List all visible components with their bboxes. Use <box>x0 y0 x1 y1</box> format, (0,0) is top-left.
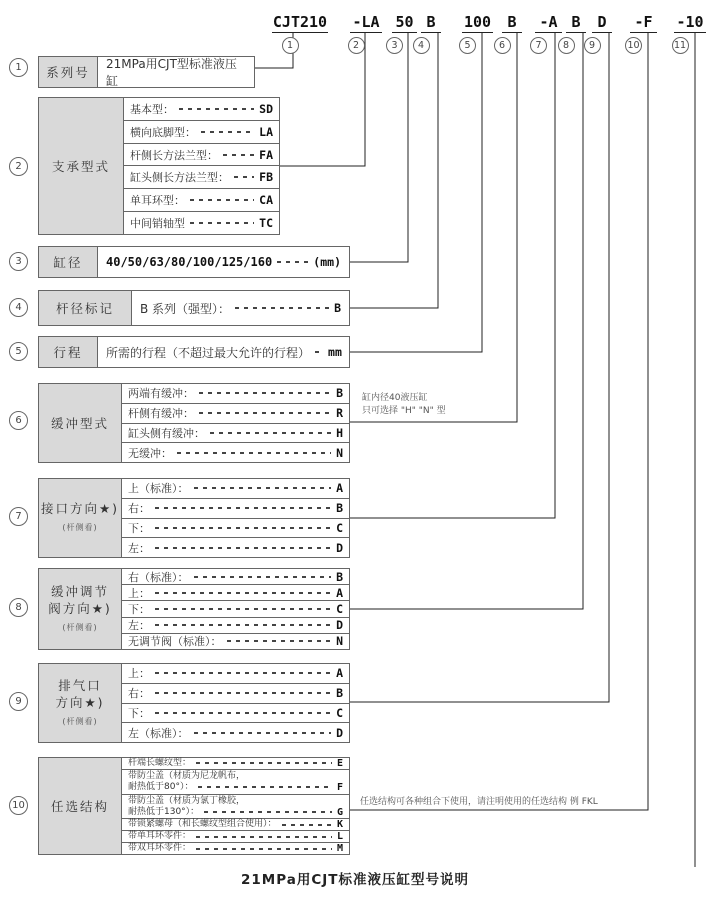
connector-line <box>350 32 408 262</box>
row-content <box>98 247 349 277</box>
model-segment <box>498 13 522 54</box>
option-item <box>124 188 279 211</box>
option-item <box>122 498 349 518</box>
row-number-badge: 2 <box>9 157 28 176</box>
model-segment <box>272 14 328 54</box>
option-item <box>122 617 349 633</box>
option-item <box>122 703 349 723</box>
dashed-leader <box>155 624 331 626</box>
item-text: 上： <box>128 586 150 600</box>
model-segment <box>462 14 493 54</box>
model-code: -A <box>535 14 562 33</box>
item-code: A <box>336 585 343 600</box>
dashed-leader <box>277 261 308 263</box>
option-item <box>122 423 349 443</box>
item-code: C <box>336 520 343 535</box>
cushion-note <box>362 392 446 418</box>
row-label: 缸径 <box>39 247 98 277</box>
item-text: 上（标准）： <box>128 482 189 496</box>
option-item <box>124 143 279 166</box>
row-series <box>38 56 255 88</box>
row-content: 21MPa用CJT型标准液压缸 <box>106 57 237 88</box>
option-item <box>124 98 279 120</box>
item-code: mm <box>328 345 342 359</box>
option-item <box>124 165 279 188</box>
option-item <box>122 518 349 538</box>
item-code: FB <box>259 170 273 185</box>
option-item <box>124 120 279 143</box>
dashed-leader <box>194 732 332 734</box>
item-text: 缸头侧长方法兰型： <box>130 171 229 185</box>
item-text: 杆侧长方法兰型： <box>130 148 218 162</box>
segment-number-badge: 3 <box>386 37 403 54</box>
row-number-badge: 8 <box>9 598 28 617</box>
item-text: 左： <box>128 541 150 555</box>
row-content <box>98 337 350 367</box>
item-text: 两端有缓冲： <box>128 387 194 401</box>
item-code: F <box>336 781 343 793</box>
option-item <box>122 818 349 830</box>
item-text: B 系列（强型）： <box>140 301 231 316</box>
model-code: -10 <box>674 14 706 33</box>
option-item <box>122 600 349 616</box>
row-mount-type <box>38 97 280 235</box>
dashed-leader <box>190 222 254 224</box>
option-item <box>124 211 279 234</box>
option-item <box>122 769 349 794</box>
item-code: A <box>336 481 343 496</box>
option-list <box>122 569 349 649</box>
option-item <box>122 664 349 683</box>
dashed-leader <box>155 692 331 694</box>
cushion-note-line1: 缸内径40液压缸 <box>362 393 428 403</box>
row-label-line1: 缓冲调节 <box>50 583 109 599</box>
diagram-caption: 21MPa用CJT标准液压缸型号说明 <box>240 872 469 888</box>
dashed-leader <box>196 836 332 838</box>
dashed-leader <box>155 547 331 549</box>
dashed-leader <box>196 762 332 764</box>
option-list <box>124 98 279 234</box>
row-label-line2: 阀方向★) <box>48 600 112 616</box>
item-text: 左（标准）： <box>128 726 189 740</box>
option-list <box>122 384 349 462</box>
dashed-leader <box>282 824 332 826</box>
row-label-line1: 排气口 <box>58 677 102 693</box>
model-segment <box>417 13 441 54</box>
item-text: 所需的行程（不超过最大允许的行程） <box>106 345 311 360</box>
item-code: CA <box>259 193 273 208</box>
model-code: D <box>592 14 612 33</box>
item-code: D <box>336 540 343 555</box>
connector-line <box>350 32 517 422</box>
item-code: K <box>336 819 343 831</box>
row-rod-mark <box>38 290 350 326</box>
cushion-note-line2: 只可选择 "H" "N" 型 <box>362 406 446 416</box>
item-code: D <box>336 725 343 740</box>
dashed-leader <box>155 507 331 509</box>
dashed-leader <box>227 640 332 642</box>
model-segment <box>627 13 657 54</box>
row-label: 系列号 <box>39 57 98 87</box>
item-code: B <box>334 301 341 315</box>
row-number-badge: 9 <box>9 692 28 711</box>
model-segment <box>350 14 382 54</box>
item-code: C <box>336 705 343 720</box>
segment-number-badge: 5 <box>459 37 476 54</box>
item-text: 耐热低于80°）： <box>128 781 194 792</box>
connector-line <box>350 32 609 702</box>
row-label-sub: (杆侧看) <box>62 622 98 632</box>
option-item <box>122 479 349 498</box>
option-item <box>122 537 349 557</box>
row-cushion-type <box>38 383 350 463</box>
model-code: B <box>502 14 522 33</box>
item-code: H <box>336 425 343 440</box>
item-code: B <box>336 686 343 701</box>
dashed-leader <box>155 712 331 714</box>
item-text: 带锁紧螺母（和长螺纹型组合使用）： <box>128 819 277 830</box>
model-segment <box>588 13 612 54</box>
dashed-leader <box>155 672 331 674</box>
model-code: B <box>421 14 441 33</box>
item-code: N <box>336 445 343 460</box>
row-number-badge: 5 <box>9 342 28 361</box>
dashed-leader <box>179 108 254 110</box>
row-label <box>39 569 122 649</box>
row-number-badge: 7 <box>9 507 28 526</box>
row-label: 任选结构 <box>39 758 122 854</box>
option-item <box>122 584 349 600</box>
item-code: B <box>336 569 343 584</box>
dashed-leader <box>223 154 254 156</box>
dashed-leader <box>234 176 254 178</box>
item-code: D <box>336 618 343 633</box>
segment-number-badge: 7 <box>530 37 547 54</box>
dashed-leader <box>199 412 331 414</box>
item-code: B <box>336 501 343 516</box>
option-item <box>122 384 349 403</box>
option-item <box>122 722 349 742</box>
row-label <box>39 664 122 742</box>
option-item <box>122 830 349 842</box>
row-label <box>39 479 122 557</box>
item-text: 右： <box>128 502 150 516</box>
connector-line <box>350 32 648 810</box>
dashed-leader <box>204 811 332 813</box>
item-code: TC <box>259 216 273 231</box>
dashed-leader <box>155 527 331 529</box>
dashed-leader <box>177 452 331 454</box>
connector-line <box>350 32 438 308</box>
row-bore <box>38 246 350 278</box>
dashed-leader <box>201 131 254 133</box>
segment-number-badge: 1 <box>282 37 299 54</box>
item-text: 带单耳环零件： <box>128 831 192 842</box>
item-code: R <box>336 406 343 421</box>
model-code: -F <box>630 14 657 33</box>
item-text-line1: 带防尘盖（材质为尼龙帆布， <box>128 770 246 781</box>
item-code: LA <box>259 124 273 139</box>
item-text: 上： <box>128 667 150 681</box>
dashed-leader <box>210 432 331 434</box>
option-item <box>122 403 349 423</box>
item-code: E <box>336 757 343 769</box>
item-text: 下： <box>128 706 150 720</box>
item-code: B <box>336 386 343 401</box>
option-list <box>122 664 349 742</box>
dashed-leader <box>155 592 331 594</box>
row-optional-structures <box>38 757 350 855</box>
option-item <box>122 794 349 819</box>
row-label: 缓冲型式 <box>39 384 122 462</box>
item-code: (mm) <box>313 255 341 269</box>
item-code: SD <box>259 101 273 116</box>
item-text: 无缓冲： <box>128 446 172 460</box>
row-port-direction <box>38 478 350 558</box>
item-code: G <box>336 806 343 818</box>
dashed-leader <box>198 786 332 788</box>
options-note: 任选结构可各种组合下使用，请注明使用的任选结构 例 FKL <box>360 797 598 807</box>
item-text: 40/50/63/80/100/125/160 <box>106 255 273 269</box>
dashed-leader <box>194 487 332 489</box>
row-number-badge: 6 <box>9 411 28 430</box>
option-item <box>122 569 349 584</box>
option-item <box>122 842 349 854</box>
item-code: N <box>336 634 343 649</box>
item-text: 中间销轴型 <box>130 217 185 231</box>
item-text: 带双耳环零件： <box>128 843 192 854</box>
row-label-line2: 方向★) <box>55 694 105 710</box>
model-code: CJT210 <box>272 13 328 31</box>
row-number-badge: 10 <box>9 796 28 815</box>
dashed-leader <box>315 351 323 353</box>
segment-number-badge: 4 <box>413 37 430 54</box>
option-list <box>122 479 349 557</box>
row-label-sub: (杆侧看) <box>62 716 98 726</box>
row-label-sub: (杆侧看) <box>62 523 98 532</box>
dashed-leader <box>155 608 331 610</box>
row-label-line1: 接口方向★) <box>40 501 120 516</box>
row-label: 行程 <box>39 337 98 367</box>
option-item <box>122 683 349 703</box>
dashed-leader <box>194 576 332 578</box>
dashed-leader <box>235 307 329 309</box>
item-text: 下： <box>128 521 150 535</box>
item-code: C <box>336 602 343 616</box>
segment-number-badge: 10 <box>625 37 642 54</box>
option-list <box>122 758 349 854</box>
model-code: B <box>566 14 586 33</box>
option-item <box>122 633 349 649</box>
item-text: 耐热低于130°）： <box>128 806 200 817</box>
row-number-badge: 1 <box>9 58 28 77</box>
row-stroke <box>38 336 350 368</box>
row-content <box>132 291 349 325</box>
connector-line <box>350 32 555 518</box>
segment-number-badge: 11 <box>672 37 689 54</box>
row-number-badge: 4 <box>9 298 28 317</box>
row-valve-direction <box>38 568 350 650</box>
segment-number-badge: 2 <box>348 37 365 54</box>
item-code: M <box>336 843 343 855</box>
item-code: A <box>336 666 343 681</box>
item-text: 单耳环型： <box>130 194 185 208</box>
dashed-leader <box>199 392 331 394</box>
segment-number-badge: 8 <box>558 37 575 54</box>
item-text: 基本型： <box>130 102 174 116</box>
row-vent-direction <box>38 663 350 743</box>
item-text: 缸头侧有缓冲： <box>128 426 205 440</box>
dashed-leader <box>196 848 332 850</box>
item-text: 右： <box>128 687 150 701</box>
option-item <box>122 442 349 462</box>
model-code: 100 <box>463 13 492 31</box>
item-code: L <box>336 831 343 843</box>
connector-line <box>350 32 482 352</box>
segment-number-badge: 9 <box>584 37 601 54</box>
item-text-line1: 带防尘盖（材质为氯丁橡胶， <box>128 795 246 806</box>
model-code: 50 <box>392 14 417 33</box>
segment-number-badge: 6 <box>494 37 511 54</box>
row-number-badge: 3 <box>9 252 28 271</box>
item-text: 左： <box>128 619 150 633</box>
dashed-leader <box>190 199 254 201</box>
item-text: 右（标准）： <box>128 570 189 584</box>
row-label: 支承型式 <box>39 98 124 234</box>
item-text: 无调节阀（标准）： <box>128 635 222 649</box>
item-text: 下： <box>128 603 150 617</box>
connector-line <box>350 32 583 609</box>
item-code: FA <box>259 147 273 162</box>
item-text: 杆端长螺纹型： <box>128 757 192 768</box>
model-segment <box>674 14 706 54</box>
model-code: -LA <box>350 14 382 33</box>
row-label: 杆径标记 <box>39 291 132 325</box>
option-item <box>122 758 349 769</box>
item-text: 杆侧有缓冲： <box>128 407 194 421</box>
item-text: 横向底脚型： <box>130 125 196 139</box>
